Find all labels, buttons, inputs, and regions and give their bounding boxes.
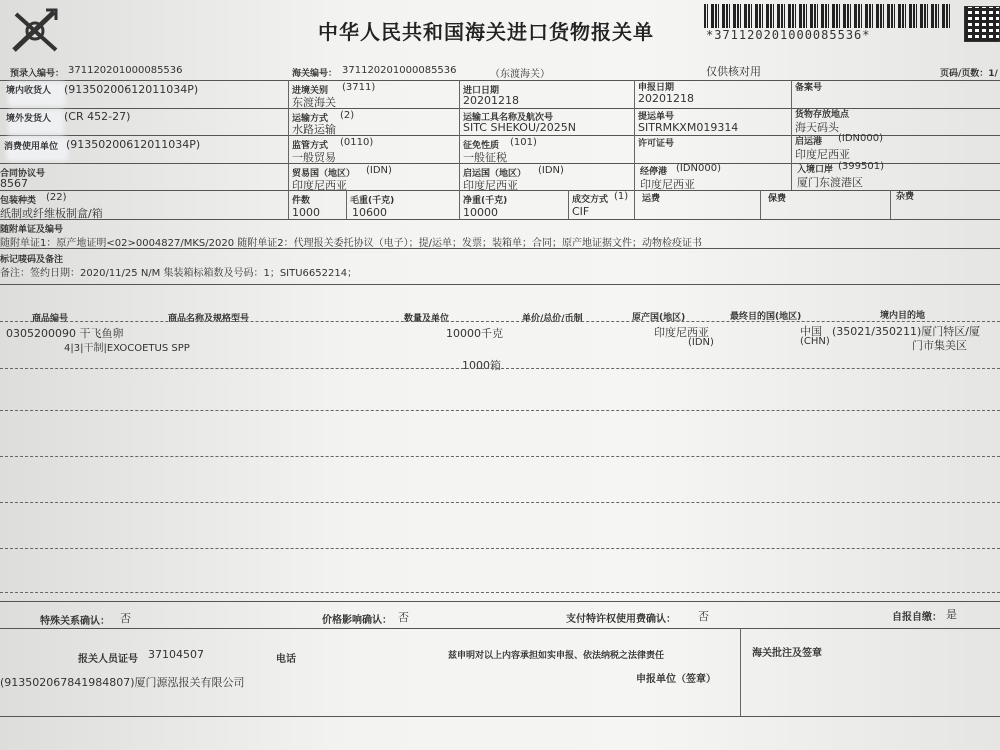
contract-value: 8567 <box>0 177 28 190</box>
grid-line <box>0 80 1000 81</box>
departure-label: 启运港 <box>795 137 823 147</box>
vessel-label: 运输工具名称及航次号 <box>463 113 554 123</box>
gross-label: 毛重(千克) <box>350 196 395 206</box>
goods-domestic2: 门市集美区 <box>912 339 967 352</box>
dashed-separator <box>0 410 1000 411</box>
barcode-text: *371120201000085536* <box>706 28 871 42</box>
declare-date-label: 申报日期 <box>638 83 675 93</box>
page-info: 页码/页数：1/ <box>940 69 998 79</box>
supervision-value: 一般贸易 <box>292 151 336 164</box>
grid-line <box>740 628 741 716</box>
col-item-code: 商品编号 <box>32 314 69 324</box>
goods-spec: 4|3|干制|EXOCOETUS SPP <box>64 343 190 354</box>
special-value: 否 <box>120 612 131 625</box>
terms-label: 成交方式 <box>572 195 609 205</box>
consignee-label: 境内收货人 <box>6 86 52 96</box>
transit-value: 印度尼西亚 <box>640 178 695 191</box>
consumer-label: 消费使用单位 <box>4 142 59 152</box>
license-label: 许可证号 <box>638 139 675 149</box>
net-value: 10000 <box>463 206 498 219</box>
unit-label: 申报单位（签章） <box>636 674 716 685</box>
record-no-label: 备案号 <box>795 83 823 93</box>
dashed-separator <box>0 368 1000 369</box>
goods-qty1: 10000千克 <box>446 327 503 340</box>
dashed-separator <box>0 548 1000 549</box>
customs-no-label: 海关编号： <box>292 69 338 79</box>
origin-country: 印度尼西亚 <box>463 179 518 192</box>
col-final-dest: 最终目的国(地区) <box>730 312 802 322</box>
col-price: 单价/总价/币制 <box>522 314 583 324</box>
supervision-label: 监管方式 <box>292 141 329 151</box>
bl-label: 提运单号 <box>638 112 675 122</box>
transit-code: (IDN000) <box>676 163 722 174</box>
grid-line <box>0 628 1000 629</box>
storage-label: 货物存放地点 <box>795 110 850 120</box>
grid-line <box>634 80 635 219</box>
import-date-label: 进口日期 <box>463 86 500 96</box>
grid-line <box>288 80 289 219</box>
barcode <box>704 4 952 28</box>
freight-label: 运费 <box>642 194 661 204</box>
transport-mode-code: (2) <box>340 110 355 121</box>
self-label: 自报自缴： <box>892 612 942 623</box>
remarks-label: 标记唛码及备注 <box>0 255 64 265</box>
insurance-label: 保费 <box>768 194 787 204</box>
departure-value: 印度尼西亚 <box>795 148 850 161</box>
royalty-label: 支付特许权使用费确认： <box>566 614 676 625</box>
verify-note: 仅供核对用 <box>706 65 761 78</box>
trade-country-code: (IDN) <box>366 165 392 176</box>
col-name-spec: 商品名称及规格型号 <box>168 314 250 324</box>
declarer-label: 报关人员证号 <box>78 654 138 665</box>
terms-value: CIF <box>572 205 590 218</box>
import-date: 20201218 <box>463 94 519 107</box>
statement: 兹申明对以上内容承担如实申报、依法纳税之法律责任 <box>448 651 665 661</box>
dashed-separator <box>0 456 1000 457</box>
misc-label: 杂费 <box>896 192 915 202</box>
goods-origin: 印度尼西亚 <box>654 326 709 339</box>
grid-line <box>0 219 1000 220</box>
grid-line <box>760 190 761 219</box>
grid-line <box>0 108 1000 109</box>
bl-no: SITRMKXM019314 <box>638 121 739 134</box>
dashed-separator <box>0 502 1000 503</box>
tax-value: 一般征税 <box>463 151 507 164</box>
pre-entry-no: 371120201000085536 <box>68 65 183 76</box>
trade-country-label: 贸易国（地区） <box>292 169 356 179</box>
gross-value: 10600 <box>352 206 387 219</box>
grid-line <box>791 80 792 190</box>
pack-label: 包装种类 <box>0 196 37 206</box>
goods-qty2: 1000箱 <box>462 359 501 372</box>
grid-line <box>890 190 891 219</box>
pieces-label: 件数 <box>292 196 311 206</box>
supervision-code: (0110) <box>340 137 374 148</box>
customs-sign-label: 海关批注及签章 <box>752 648 822 659</box>
customs-no: 371120201000085536 <box>342 65 457 76</box>
royalty-value: 否 <box>698 610 709 623</box>
entry-port2-label: 入境口岸 <box>797 165 834 175</box>
grid-line <box>346 190 347 219</box>
pieces-value: 1000 <box>292 206 320 219</box>
customs-office: （东渡海关） <box>490 69 550 80</box>
contract-label: 合同协议号 <box>0 169 46 179</box>
storage-value: 海天码头 <box>795 121 839 134</box>
entry-port-label: 进境关别 <box>292 86 329 96</box>
net-label: 净重(千克) <box>463 196 508 206</box>
grid-line <box>0 601 1000 602</box>
entry-port-name: 东渡海关 <box>292 96 336 109</box>
grid-line <box>0 284 1000 285</box>
origin-country-label: 启运国（地区） <box>463 169 527 179</box>
price-label: 价格影响确认： <box>322 615 392 626</box>
consignee-value: (91350200612011034P) <box>64 83 199 96</box>
transit-label: 经停港 <box>640 167 668 177</box>
goods-dest-code: (CHN) <box>800 336 830 347</box>
col-domestic-dest: 境内目的地 <box>880 311 926 321</box>
customs-emblem-icon <box>6 6 64 58</box>
grid-line <box>459 80 460 219</box>
entry-port-code: (3711) <box>342 82 376 93</box>
pack-value: 纸制或纤维板制盒/箱 <box>0 207 103 220</box>
shipper-label: 境外发货人 <box>6 114 52 124</box>
tax-code: (101) <box>510 137 537 148</box>
goods-domestic: (35021/350211)厦门特区/厦 <box>832 325 980 338</box>
qr-code <box>964 6 1000 42</box>
trade-country: 印度尼西亚 <box>292 179 347 192</box>
terms-code: (1) <box>614 191 629 202</box>
phone-label: 电话 <box>276 654 296 665</box>
entry-port2-value: 厦门东渡港区 <box>797 176 863 189</box>
form-title: 中华人民共和国海关进口货物报关单 <box>318 20 654 44</box>
entry-port2-code: (399501) <box>838 161 884 172</box>
special-label: 特殊关系确认： <box>40 616 110 627</box>
tax-label: 征免性质 <box>463 141 500 151</box>
declarer-no: 37104507 <box>148 648 204 661</box>
vessel-value: SITC SHEKOU/2025N <box>463 121 576 134</box>
transport-mode-label: 运输方式 <box>292 114 329 124</box>
dashed-separator <box>0 592 1000 593</box>
grid-line <box>568 190 569 219</box>
departure-code: (IDN000) <box>838 133 884 144</box>
price-value: 否 <box>398 611 409 624</box>
grid-line <box>0 716 1000 717</box>
declare-date: 20201218 <box>638 92 694 105</box>
agent-value: (913502067841984807)厦门源泓报关有限公司 <box>0 676 245 689</box>
goods-origin-code: (IDN) <box>688 337 714 348</box>
goods-code-name: 0305200090 干飞鱼卵 <box>6 327 124 340</box>
docs-label: 随附单证及编号 <box>0 225 64 235</box>
docs-text: 随附单证1：原产地证明<02>0004827/MKS/2020 随附单证2：代理报关委托协议（电子）；提/运单；发票；装箱单；合同；原产地证据文件；动物检疫证书 <box>0 238 703 249</box>
goods-dest: 中国 <box>800 325 822 338</box>
pre-entry-label: 预录入编号： <box>10 69 65 79</box>
remarks-text: 备注：签约日期：2020/11/25 N/M 集装箱标箱数及号码：1；SITU6652214； <box>0 268 358 279</box>
self-value: 是 <box>946 608 957 621</box>
origin-country-code: (IDN) <box>538 165 564 176</box>
consumer-value: (91350200612011034P) <box>66 138 201 151</box>
shipper-value: (CR 452-27) <box>64 110 131 123</box>
pack-code: (22) <box>46 192 67 203</box>
dashed-separator <box>0 321 1000 322</box>
col-qty-unit: 数量及单位 <box>404 314 450 324</box>
col-origin: 原产国(地区) <box>632 313 686 323</box>
transport-mode: 水路运输 <box>292 123 336 136</box>
